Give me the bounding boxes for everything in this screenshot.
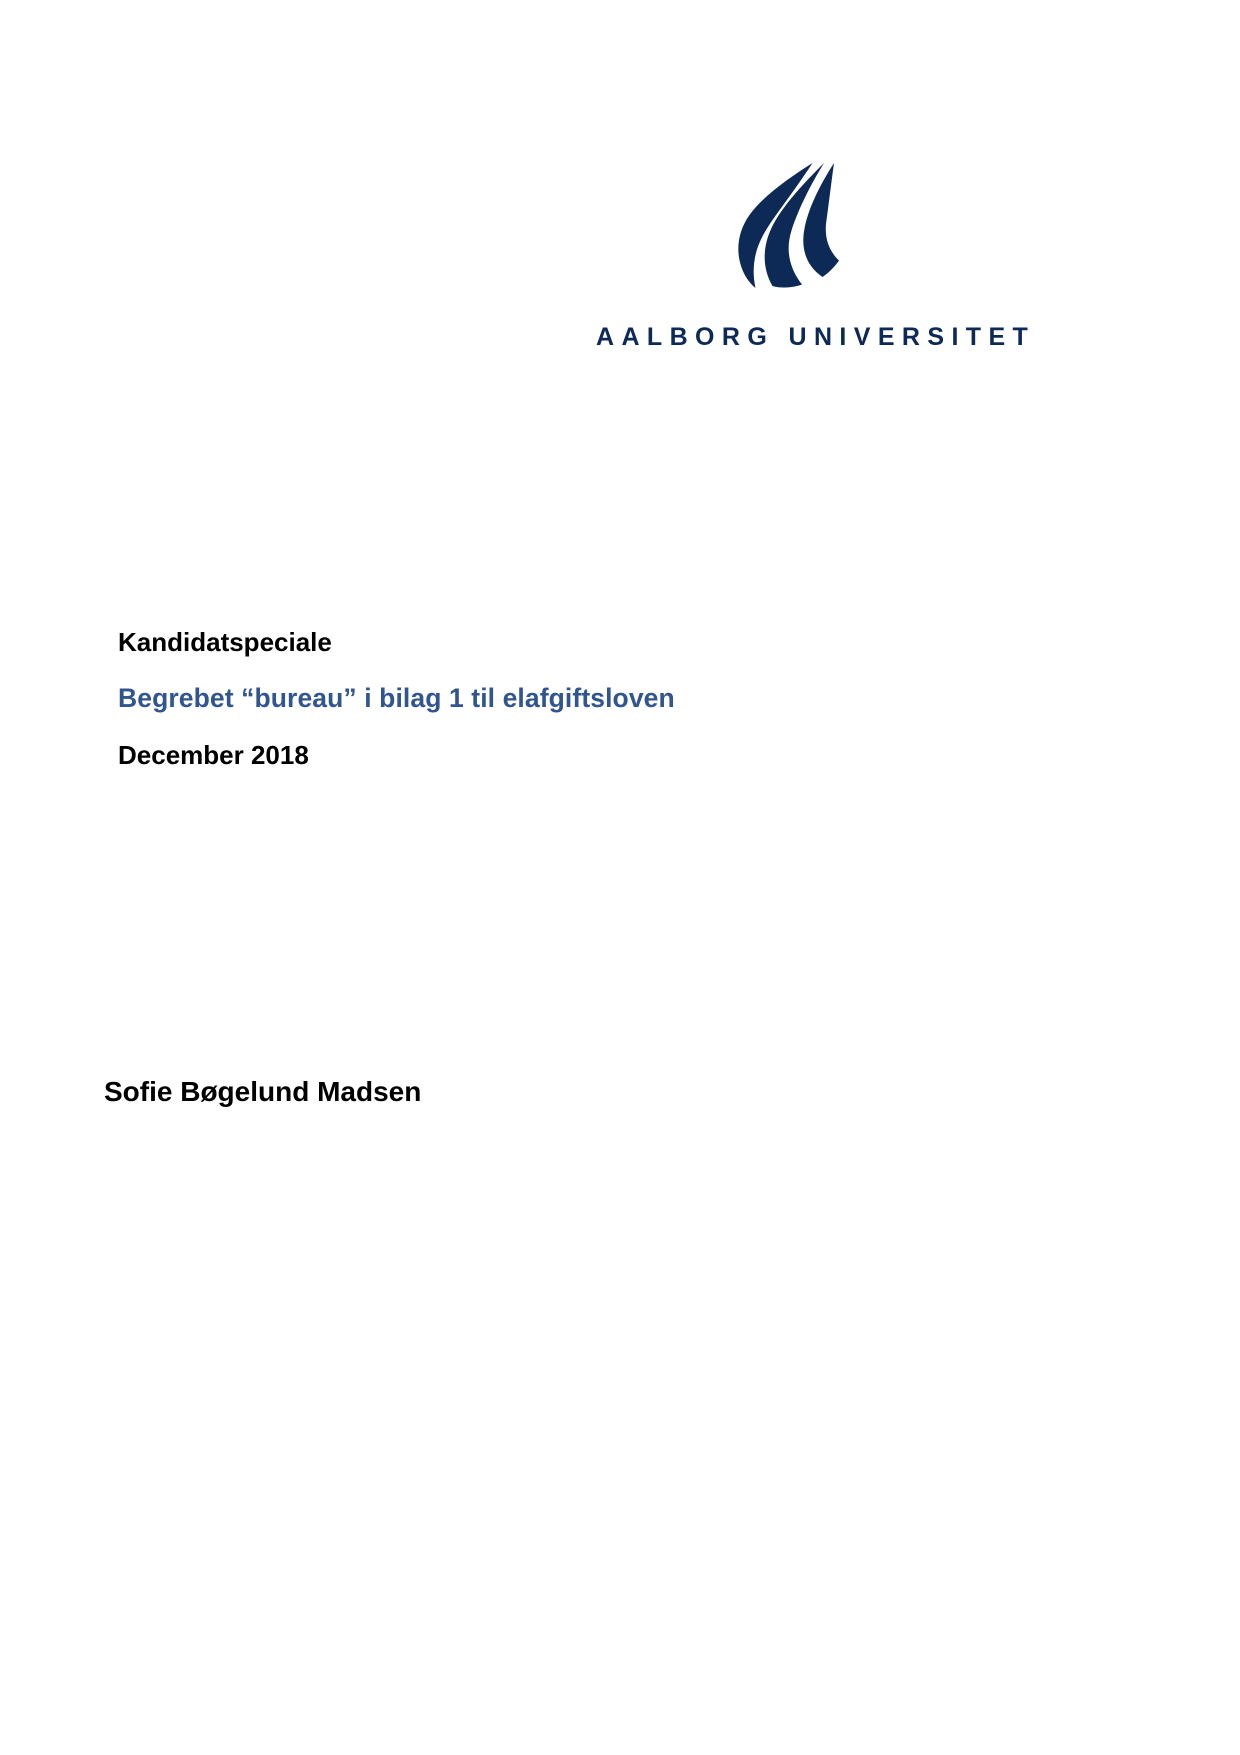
aalborg-university-flame-mark-icon bbox=[711, 160, 851, 290]
university-logo bbox=[596, 160, 1036, 375]
thesis-date: December 2018 bbox=[118, 739, 309, 770]
title-text-block bbox=[118, 628, 1118, 770]
thesis-type-label: Kandidatspeciale bbox=[118, 627, 332, 657]
author-name: Sofie Bøgelund Madsen bbox=[104, 1076, 422, 1107]
university-wordmark: AALBORG UNIVERSITET bbox=[596, 323, 1036, 351]
thesis-title: Begrebet “bureau” i bilag 1 til elafgiftsloven bbox=[118, 683, 675, 714]
